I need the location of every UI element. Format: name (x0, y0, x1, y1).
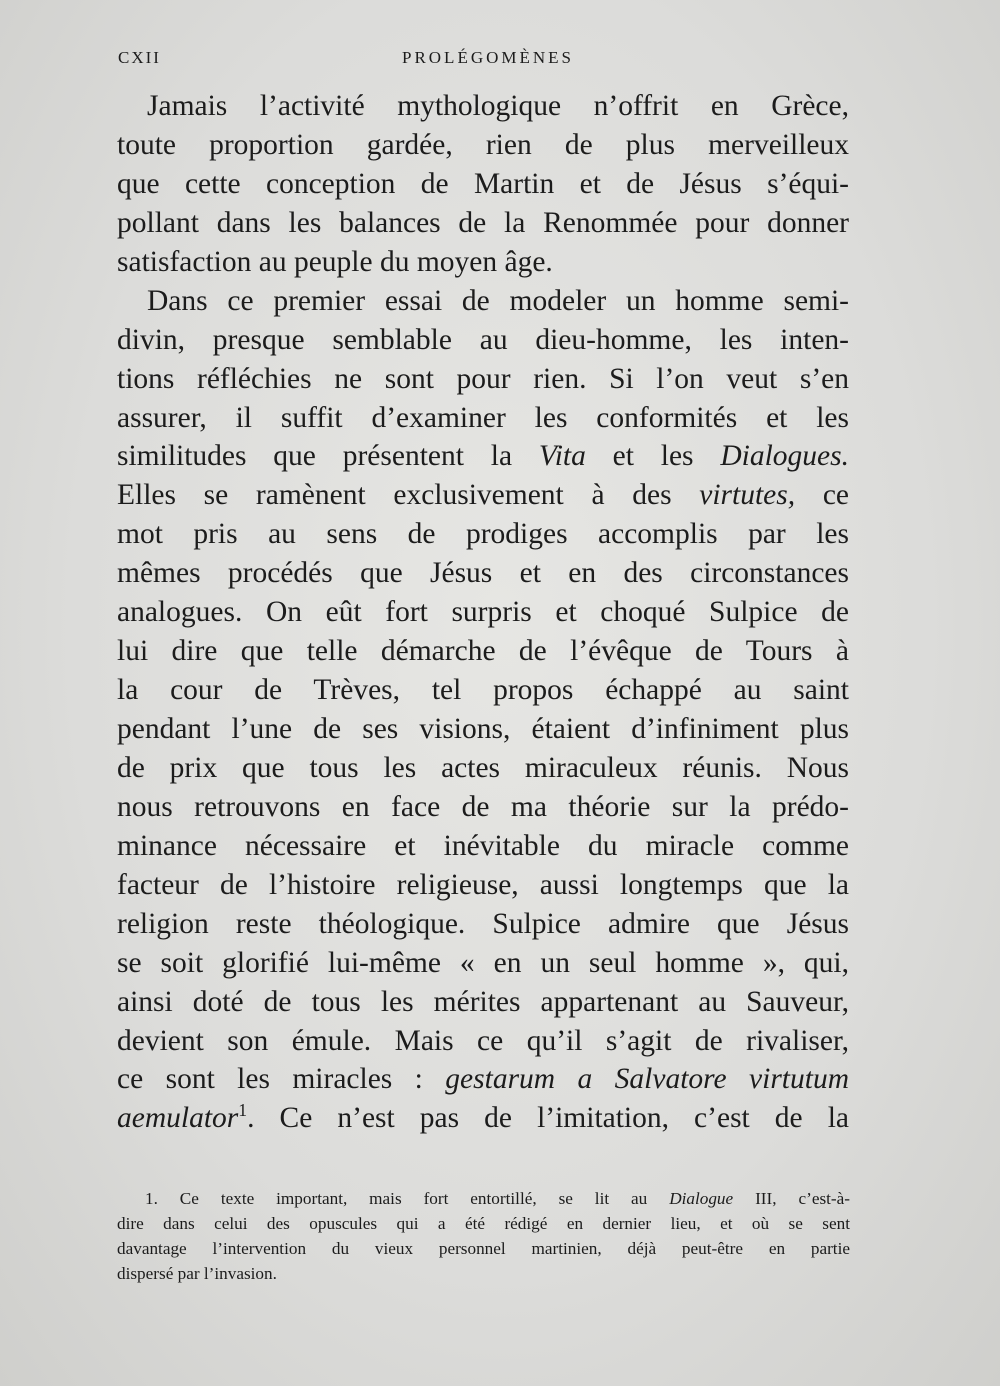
italic-title-vita: Vita (538, 440, 586, 473)
text-line: pollant dans les balances de la Renommée pour donner (117, 206, 849, 239)
text-line: facteur de l’histoire religieuse, aussi longtemps que la (117, 868, 849, 901)
text-segment: similitudes que présentent la (117, 440, 539, 473)
text-line: Dans ce premier essai de modeler un homme semi- (147, 284, 849, 317)
text-line: Jamais l’activité mythologique n’offrit en Grèce, (147, 90, 849, 122)
text-line: mêmes procédés que Jésus et en des circonstances (117, 557, 849, 590)
text-line: religion reste théologique. Sulpice admire que Jésus (117, 907, 849, 940)
text-line: que cette conception de Martin et de Jésus s’équi- (117, 167, 849, 200)
text-line: satisfaction au peuple du moyen âge. (117, 245, 553, 278)
italic-title-dialogues: Dialogues. (720, 440, 850, 473)
italic-title-dialogue: Dialogue (669, 1189, 734, 1208)
main-text (117, 87, 849, 1138)
text-segment: Elles se ramènent exclusivement à des (117, 479, 700, 512)
footnote-ref: 1 (238, 1100, 248, 1121)
text-line (117, 1060, 849, 1099)
running-title: PROLÉGOMÈNES (401, 48, 574, 67)
page-number: CXII (118, 48, 161, 67)
text-segment: III, c’est-à- (733, 1189, 850, 1208)
latin-quote: gestarum a Salvatore virtutum (445, 1063, 849, 1096)
text-line: assurer, il suffit d’examiner les conformités et les (117, 401, 849, 434)
text-line: la cour de Trèves, tel propos échappé au saint (117, 674, 849, 707)
text-line: toute proportion gardée, rien de plus merveilleux (117, 128, 849, 161)
text-segment: ce sont les miracles : (117, 1063, 446, 1096)
text-line: de prix que tous les actes miraculeux réunis. Nous (117, 751, 849, 784)
text-segment: et les (585, 440, 721, 473)
text-line: nous retrouvons en face de ma théorie sur la prédo- (117, 790, 849, 823)
footnote-line: dire dans celui des opuscules qui a été rédigé en dernier lieu, et où se sent (117, 1214, 850, 1233)
text-line: mot pris au sens de prodiges accomplis par les (117, 518, 849, 551)
italic-word-virtutes: virtutes, (699, 479, 796, 512)
text-line: se soit glorifié lui-même « en un seul homme », qui, (117, 946, 849, 979)
text-line (117, 437, 849, 476)
text-line: analogues. On eût fort surpris et choqué Sulpice de (117, 596, 849, 629)
text-segment: 1. Ce texte important, mais fort entortillé, se lit au (145, 1189, 670, 1208)
latin-quote: aemulator (117, 1102, 239, 1135)
text-segment: ce (795, 479, 849, 512)
footnote-line: davantage l’intervention du vieux personnel martinien, déjà peut-être en partie (117, 1239, 850, 1258)
running-head (118, 48, 858, 72)
text-line (117, 1099, 849, 1138)
text-line: ainsi doté de tous les mérites appartenant au Sauveur, (117, 985, 849, 1018)
text-line: divin, presque semblable au dieu-homme, les inten- (117, 323, 849, 356)
footnote-line: dispersé par l’invasion. (117, 1264, 277, 1283)
text-line: tions réfléchies ne sont pour rien. Si l’on veut s’en (117, 362, 849, 395)
footnotes (117, 1186, 850, 1286)
text-line: lui dire que telle démarche de l’évêque de Tours à (117, 635, 849, 668)
text-line (117, 476, 849, 515)
footnote-line (117, 1186, 850, 1211)
text-segment: . Ce n’est pas de l’imitation, c’est de la (247, 1102, 849, 1135)
text-line: pendant l’une de ses visions, étaient d’infiniment plus (117, 713, 849, 745)
text-line: devient son émule. Mais ce qu’il s’agit de rivaliser, (117, 1024, 849, 1057)
text-line: minance nécessaire et inévitable du miracle comme (117, 829, 849, 862)
